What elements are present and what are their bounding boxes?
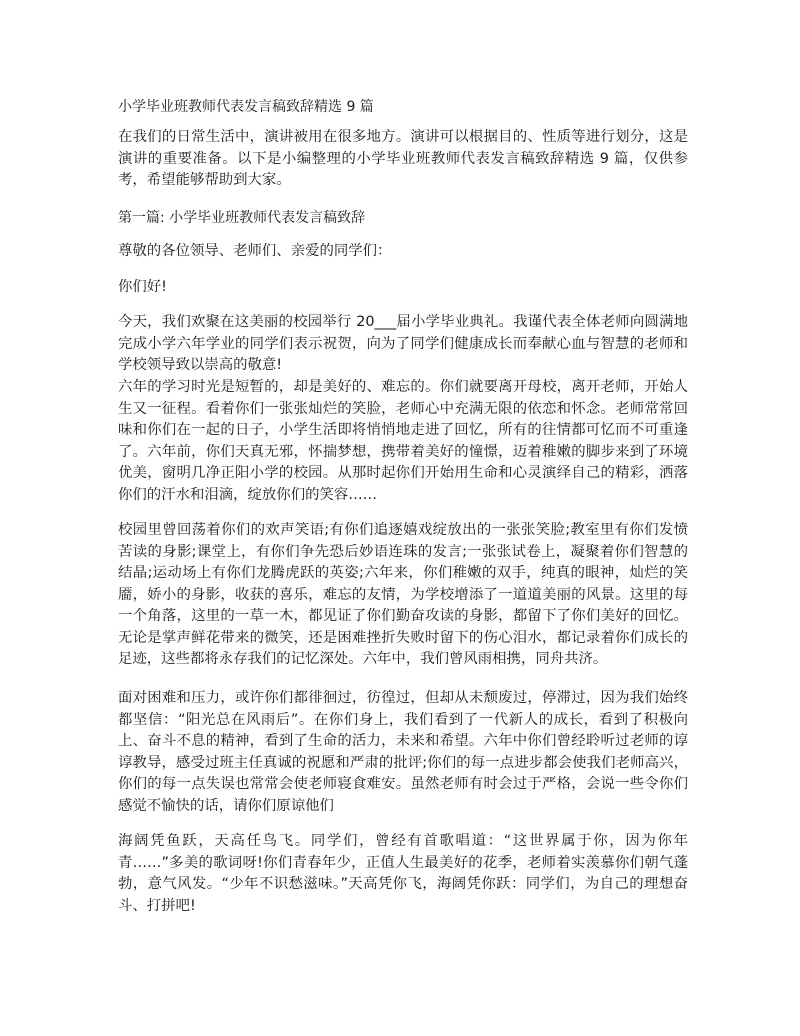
section-heading: 第一篇: 小学毕业班教师代表发言稿致辞 <box>118 210 366 226</box>
body-paragraph-5: 海阔凭鱼跃，天高任鸟飞。同学们，曾经有首歌唱道：“这世界属于你，因为你年青……”多美的歌词呀!你们青春年少，正值人生最美好的花季，老师着实羡慕你们朝气蓬勃，意气风发。“少年不识愁滋味。”天高凭你飞，海阔凭你跃：同学们，为自己的理想奋斗、打拼吧! <box>118 833 688 914</box>
body-paragraph-3: 校园里曾回荡着你们的欢声笑语;有你们追逐嬉戏绽放出的一张张笑脸;教室里有你们发愤苦读的身影;课堂上，有你们争先恐后妙语连珠的发言;一张张试卷上，凝聚着你们智慧的结晶;运动场上有你们龙腾虎跃的英姿;六年来，你们稚嫩的双手，纯真的眼神，灿烂的笑靥，娇小的身影，收获的喜乐，难忘的友情，为学校增添了一道道美丽的风景。这里的每一个角落，这里的一草一木，都见证了你们勤奋攻读的身影，都留下了你们美好的回忆。无论是掌声鲜花带来的微笑，还是困难挫折失败时留下的伤心泪水，都记录着你们成长的足迹，这些都将永存我们的记忆深处。六年中，我们曾风雨相携，同舟共济。 <box>118 522 688 667</box>
intro-paragraph: 在我们的日常生活中，演讲被用在很多地方。演讲可以根据目的、性质等进行划分，这是演讲的重要准备。以下是小编整理的小学毕业班教师代表发言稿致辞精选 9 篇，仅供参考，希望能够帮助到大家。 <box>118 129 688 188</box>
body-paragraph-4: 面对困难和压力，或许你们都徘徊过，彷徨过，但却从未颓废过，停滞过，因为我们始终都坚信：“阳光总在风雨后”。在你们身上，我们看到了一代新人的成长，看到了积极向上、奋斗不息的精神，看到了生命的活力，未来和希望。六年中你们曾经聆听过老师的谆谆教导，感受过班主任真诚的祝愿和严肃的批评;你们的每一点进步都会使我们老师高兴，你们的每一点失误也常常会使老师寝食难安。虽然老师有时会过于严格，会说一些令你们感觉不愉快的话，请你们原谅他们 <box>118 690 688 814</box>
body-paragraph-2: 六年的学习时光是短暂的，却是美好的、难忘的。你们就要离开母校，离开老师，开始人生又一征程。看着你们一张张灿烂的笑脸，老师心中充满无限的依恋和怀念。老师常常回味和你们在一起的日子，小学生活即将悄悄地走进了回忆，所有的往情都可忆而不可重逢了。六年前，你们天真无邪，怀揣梦想，携带着美好的憧憬，迈着稚嫩的脚步来到了环境优美，窗明几净正阳小学的校园。从那时起你们开始用生命和心灵演绎自己的精彩，洒落你们的汗水和泪滴，绽放你们的笑容…… <box>118 379 688 503</box>
body-paragraph-1: 今天，我们欢聚在这美丽的校园举行 20___届小学毕业典礼。我谨代表全体老师向圆满地完成小学六年学业的同学们表示祝贺，向为了同学们健康成长而奉献心血与智慧的老师和学校领导致以崇高的敬意! <box>118 314 688 373</box>
salutation: 尊敬的各位领导、老师们、亲爱的同学们： <box>118 243 392 259</box>
greeting: 你们好! <box>118 279 167 295</box>
document-title: 小学毕业班教师代表发言稿致辞精选 9 篇 <box>118 99 374 115</box>
